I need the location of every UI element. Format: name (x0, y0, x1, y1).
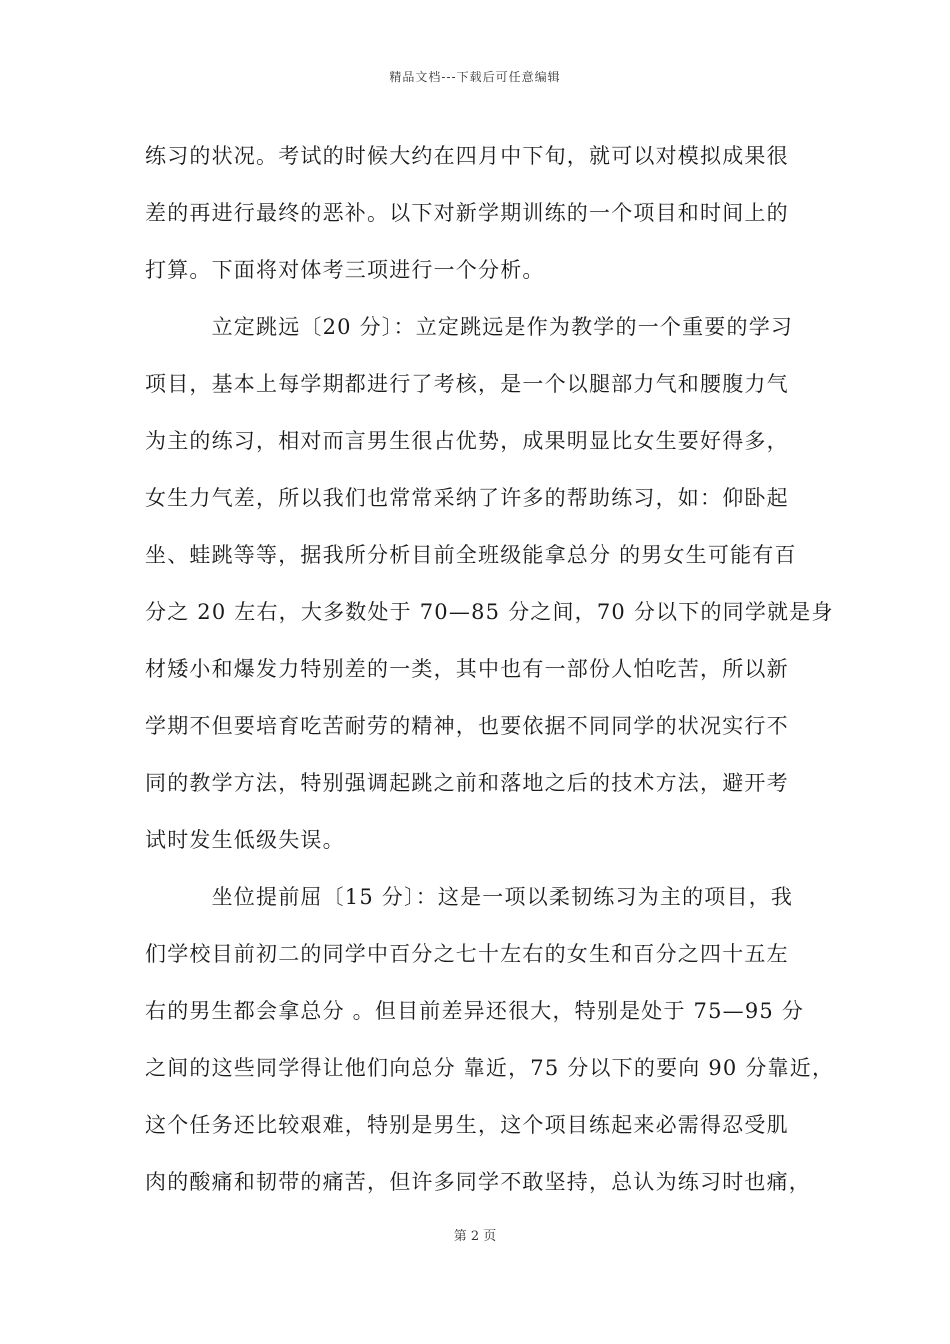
text-line: 练习的状况。考试的时候大约在四月中下旬，就可以对模拟成果很 (145, 144, 789, 168)
text-line: 立定跳远〔20 分〕：立定跳远是作为教学的一个重要的学习 (145, 315, 794, 339)
page-header: 精品文档---下载后可任意编辑 (389, 70, 561, 84)
text-line: 肉的酸痛和韧带的痛苦，但许多同学不敢坚持，总认为练习时也痛， (145, 1170, 811, 1194)
page-number: 第 2 页 (453, 1229, 497, 1244)
text-line: 之间的这些同学得让他们向总分 靠近，75 分以下的要向 90 分靠近， (145, 1056, 835, 1080)
body-text (145, 128, 835, 1211)
text-line: 们学校目前初二的同学中百分之七十左右的女生和百分之四十五左 (145, 942, 789, 966)
text-line: 材矮小和爆发力特别差的一类，其中也有一部份人怕吃苦，所以新 (145, 657, 789, 681)
text-line: 打算。下面将对体考三项进行一个分析。 (145, 258, 545, 282)
text-line: 同的教学方法，特别强调起跳之前和落地之后的技术方法，避开考 (145, 771, 789, 795)
text-line: 学期不但要培育吃苦耐劳的精神，也要依据不同同学的状况实行不 (145, 714, 789, 738)
text-line: 坐位提前屈〔15 分〕：这是一项以柔韧练习为主的项目，我 (145, 885, 794, 909)
text-line: 差的再进行最终的恶补。以下对新学期训练的一个项目和时间上的 (145, 201, 789, 225)
text-line: 为主的练习，相对而言男生很占优势，成果明显比女生要好得多， (145, 429, 789, 453)
text-line: 右的男生都会拿总分 。但目前差异还很大，特别是处于 75—95 分 (145, 999, 805, 1023)
text-line: 试时发生低级失误。 (145, 828, 345, 852)
text-line: 坐、蛙跳等等，据我所分析目前全班级能拿总分 的男女生可能有百 (145, 543, 797, 567)
text-line: 这个任务还比较艰难，特别是男生，这个项目练起来必需得忍受肌 (145, 1113, 789, 1137)
text-line: 女生力气差，所以我们也常常采纳了许多的帮助练习，如：仰卧起 (145, 486, 789, 510)
text-line: 分之 20 左右，大多数处于 70—85 分之间，70 分以下的同学就是身 (145, 600, 834, 624)
text-line: 项目，基本上每学期都进行了考核，是一个以腿部力气和腰腹力气 (145, 372, 789, 396)
